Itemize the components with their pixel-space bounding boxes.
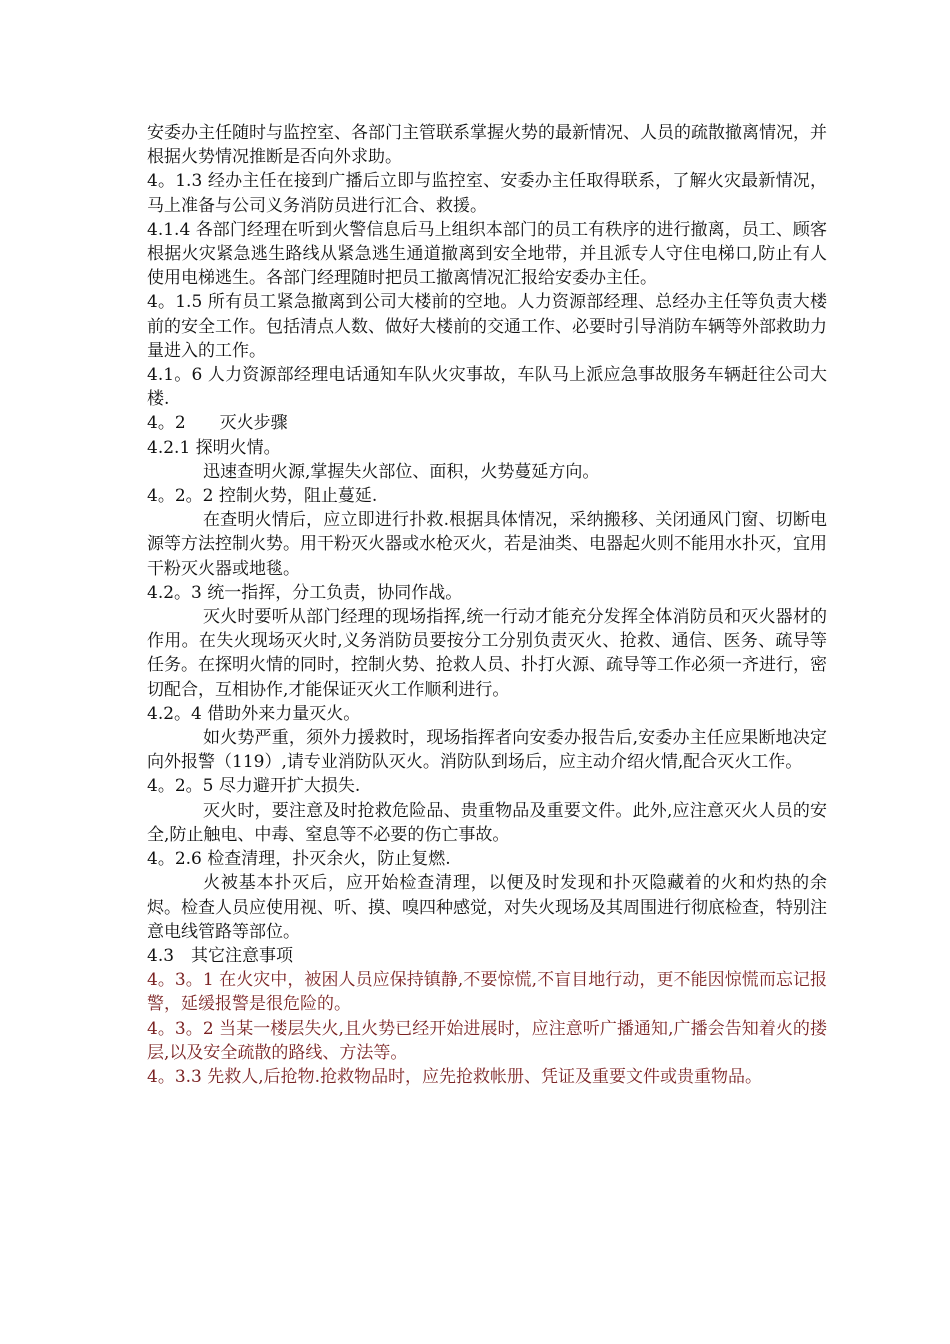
body-4-2-3: 灭火时要听从部门经理的现场指挥,统一行动才能充分发挥全体消防员和灭火器材的作用。在失火现场灭火时,义务消防员要按分工分别负责灭火、抢救、通信、医务、疏导等任务。在探明火情的同时，控制火势、抢救人员、扑打火源、疏导等工作必须一齐进行，密切配合，互相协作,才能保证灭火工作顺利进行。 — [147, 607, 827, 700]
subheading-4-2-4: 4.2。4 借助外来力量灭火。 — [147, 703, 361, 724]
note-4-3-3: 4。3.3 先救人,后抢物.抢救物品时，应先抢救帐册、凭证及重要文件或贵重物品。 — [147, 1066, 763, 1087]
paragraph-4-1-3: 4。1.3 经办主任在接到广播后立即与监控室、安委办主任取得联系，了解火灾最新情况，马上准备与公司义务消防员进行汇合、救援。 — [147, 171, 827, 216]
paragraph-4-1-5: 4。1.5 所有员工紧急撤离到公司大楼前的空地。人力资源部经理、总经办主任等负责大楼前的安全工作。包括清点人数、做好大楼前的交通工作、必要时引导消防车辆等外部救助力量进入的工作。 — [147, 292, 827, 361]
paragraph-4-1-4: 4.1.4 各部门经理在听到火警信息后马上组织本部门的员工有秩序的进行撤离，员工、顾客根据火灾紧急逃生路线从紧急逃生通道撤离到安全地带，并且派专人守住电梯口,防止有人使用电梯逃生。各部门经理随时把员工撤离情况汇报给安委办主任。 — [147, 219, 827, 289]
body-4-2-1: 迅速查明火源,掌握失火部位、面积，火势蔓延方向。 — [203, 461, 600, 482]
subheading-4-2-6: 4。2.6 检查清理，扑灭余火，防止复燃. — [147, 849, 451, 870]
subheading-4-2-3: 4.2。3 统一指挥，分工负责，协同作战。 — [147, 582, 463, 603]
note-4-3-1: 4。3。1 在火灾中，被困人员应保持镇静,不要惊慌,不盲目地行动，更不能因惊慌而忘记报警，延缓报警是很危险的。 — [147, 970, 827, 1015]
section-heading-4-3: 4.3 其它注意事项 — [147, 945, 294, 966]
body-4-2-4: 如火势严重，须外力援救时，现场指挥者向安委办报告后,安委办主任应果断地决定向外报警（119）,请专业消防队灭火。消防队到场后，应主动介绍火情,配合灭火工作。 — [147, 728, 827, 773]
body-4-2-5: 灭火时，要注意及时抢救危险品、贵重物品及重要文件。此外,应注意灭火人员的安全,防止触电、中毒、窒息等不必要的伤亡事故。 — [147, 800, 827, 845]
section-heading-4-2: 4。2 灭火步骤 — [147, 413, 288, 434]
subheading-4-2-1: 4.2.1 探明火情。 — [147, 437, 281, 458]
paragraph-1: 安委办主任随时与监控室、各部门主管联系掌握火势的最新情况、人员的疏散撤离情况，并根据火势情况推断是否向外求助。 — [147, 123, 827, 168]
subheading-4-2-5: 4。2。5 尽力避开扩大损失. — [147, 776, 361, 797]
note-4-3-2: 4。3。2 当某一楼层失火,且火势已经开始进展时，应注意听广播通知,广播会告知着火的搂层,以及安全疏散的路线、方法等。 — [147, 1018, 827, 1063]
paragraph-4-1-6: 4.1。6 人力资源部经理电话通知车队火灾事故，车队马上派应急事故服务车辆赶往公司大楼. — [147, 365, 827, 410]
document-body — [147, 121, 827, 1089]
subheading-4-2-2: 4。2。2 控制火势，阻止蔓延. — [147, 486, 378, 507]
body-4-2-2: 在查明火情后，应立即进行扑救.根据具体情况，采纳搬移、关闭通风门窗、切断电源等方法控制火势。用干粉灭火器或水枪灭火，若是油类、电器起火则不能用水扑灭，宜用干粉灭火器或地毯。 — [147, 510, 827, 579]
body-4-2-6: 火被基本扑灭后，应开始检查清理，以便及时发现和扑灭隐藏着的火和灼热的余烬。检查人员应使用视、听、摸、嗅四种感觉，对失火现场及其周围进行彻底检查，特别注意电线管路等部位。 — [147, 873, 827, 942]
